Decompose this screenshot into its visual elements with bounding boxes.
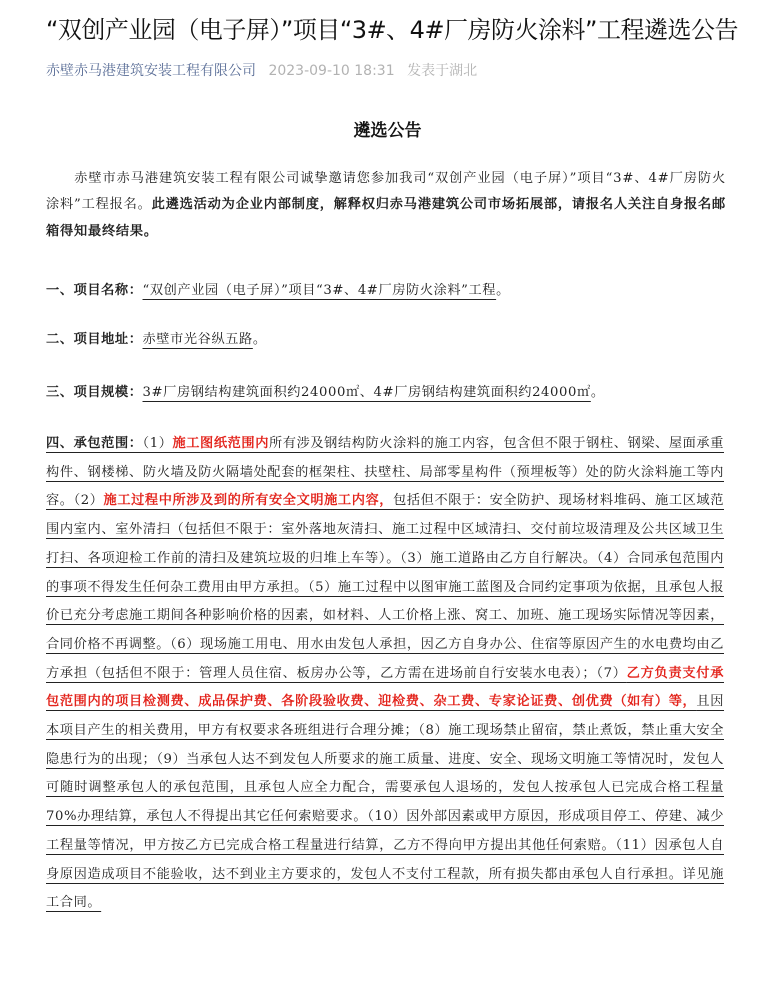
account-name-link[interactable]: 赤壁赤马港建筑安装工程有限公司	[46, 63, 256, 79]
publish-location: 发表于湖北	[407, 63, 478, 79]
project-address-end: 。	[252, 332, 267, 347]
scope-text-4: 且因本项目产生的相关费用，甲方有权要求各班组进行合理分摊；（8）施工现场禁止留宿，禁止煮饭，禁止重大安全隐患行为的出现；（9）当承包人达不到发包人所要求的施工质量、进度、安全、现场文明施工等情况时，发包人可随时调整承包人的承包范围，且承包人应全力配合，需要承包人退场的，发包人按承包人已完成合格工程量70%办理结算，承包人不得提出其它任何索赔要求。（10）因外部因素或甲方原因，形成项目停工、停建、减少工程量等情况，甲方按乙方已完成合格工程量进行结算，乙方不得向甲方提出其他任何索赔。（11）因承包人自身原因造成项目不能验收，达不到业主方要求的，发包人不支付工程款，所有损失都由承包人自行承担。详见施工合同。	[46, 694, 725, 911]
notice-heading: 遴选公告	[353, 121, 422, 141]
intro-bold-text: 此遴选活动为企业内部制度，解释权归赤马港建筑公司市场拓展部，请报名人关注自身报名邮箱得知最终结果。	[46, 197, 726, 239]
scope-text-2: 所有涉及钢结构防火涂料的施工内容，包含但不限于钢柱、钢梁、屋面承重构件、钢楼梯、防火墙及防火隔墙处配套的框架柱、扶壁柱、局部零星构件（预埋板等）处的防火涂料施工等内容。（2）	[46, 436, 724, 509]
project-name-value: “双创产业园（电子屏）”项目“3#、4#厂房防火涂料”工程	[142, 283, 497, 298]
scope-text-3: 包括但不限于：安全防护、现场材料堆码、施工区域范围内室内、室外清扫（包括但不限于：室外落地灰清扫、施工过程中区域清扫、交付前垃圾清理及公共区域卫生打扫、各项迎检工作前的清扫及建筑垃圾的归堆上车等）。（3）施工道路由乙方自行解决。（4）合同承包范围内的事项不得发生任何杂工费用由甲方承担。（5）施工过程中以图审施工蓝图及合同约定事项为依据，且承包人报价已充分考虑施工期间各种影响价格的因素，如材料、人工价格上涨、窝工、加班、施工现场实际情况等因素，合同价格不再调整。（6）现场施工用电、用水由发包人承担，因乙方自身办公、住宿等原因产生的水电费均由乙方承担（包括但不限于：管理人员住宿、板房办公等，乙方需在进场前自行安装水电表）；（7）	[46, 493, 724, 681]
project-scale-row	[46, 380, 736, 406]
project-address-label: 二、项目地址：	[46, 332, 143, 347]
project-name-row	[46, 278, 736, 304]
article-title: “双创产业园（电子屏）”项目“3#、4#厂房防火涂料”工程遴选公告	[46, 16, 738, 44]
intro-text: 赤壁市赤马港建筑安装工程有限公司诚挚邀请您参加我司“双创产业园（电子屏）”项目“3#、4#厂房防火涂料”工程报名。	[46, 171, 726, 213]
project-scale-value: 3#厂房钢结构建筑面积约24000㎡、4#厂房钢结构建筑面积约24000㎡	[142, 385, 591, 400]
scope-text-1: （1）	[142, 436, 173, 451]
project-name-label: 一、项目名称：	[46, 283, 143, 298]
project-address-value: 赤壁市光谷纵五路	[142, 332, 253, 347]
scope-red-1: 施工图纸范围内	[172, 436, 269, 451]
contract-scope-label: 四、承包范围：	[46, 436, 143, 451]
scope-red-3: 乙方负责支付承包范围内的项目检测费、成品保护费、各阶段验收费、迎检费、杂工费、专家论证费、创优费（如有）等，	[46, 665, 724, 710]
intro-paragraph	[46, 166, 726, 245]
article-meta	[46, 60, 477, 80]
publish-time: 2023-09-10 18:31	[268, 63, 395, 79]
project-scale-label: 三、项目规模：	[46, 385, 143, 400]
contract-scope-paragraph	[46, 430, 724, 918]
project-address-row	[46, 327, 736, 353]
scope-red-2: 施工过程中所涉及到的所有安全文明施工内容，	[103, 493, 394, 509]
project-name-end: 。	[496, 283, 510, 298]
project-scale-end: 。	[590, 385, 605, 400]
